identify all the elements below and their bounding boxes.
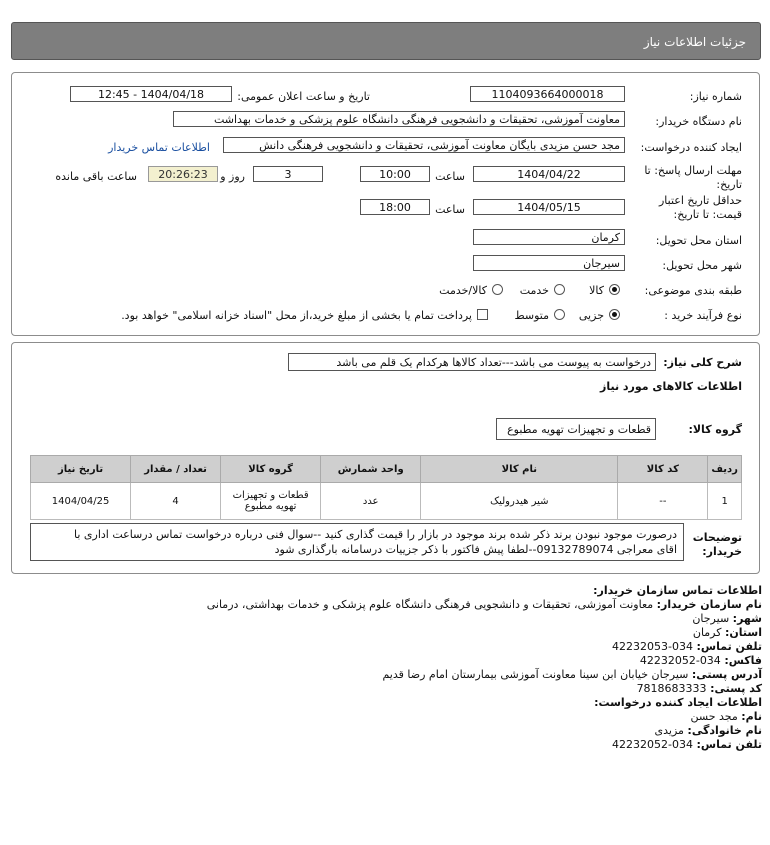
validity-date-field: 1404/05/15 (473, 199, 625, 215)
buyer-org-field: معاونت آموزشی، تحقیقات و دانشجویی فرهنگی دانشگاه علوم پزشکی و خدمات بهداشت (173, 111, 625, 127)
deadline-time-label: ساعت (435, 170, 465, 183)
deadline-date-field: 1404/04/22 (473, 166, 625, 182)
category-radio-goods-service[interactable] (492, 284, 503, 295)
contact-city: شهر: سیرجان (692, 612, 762, 625)
city-label: شهر محل تحویل: (662, 259, 742, 272)
page-title: جزئیات اطلاعات نیاز (643, 35, 746, 49)
validity-time-field: 18:00 (360, 199, 430, 215)
col-row: ردیف (708, 456, 742, 483)
description-label: شرح کلی نیاز: (663, 356, 742, 369)
contact-address: آدرس پستی: سیرجان خیابان ابن سینا معاونت آموزشی بیمارستان امام رضا قدیم (382, 668, 762, 681)
treasury-checkbox-label: پرداخت تمام یا بخشی از مبلغ خرید،از محل "اسناد خزانه اسلامی" خواهد بود. (121, 309, 472, 322)
buyer-notes-box (30, 523, 684, 561)
process-radio-medium[interactable] (554, 309, 565, 320)
buyer-notes-line2: اقای معراجی 09132789074--لطفا پیش فاکتور با ذکر جزییات درسامانه بارگذاری شود (274, 543, 677, 556)
deadline-label-1: مهلت ارسال پاسخ: تا (644, 164, 742, 177)
cell-name: شیر هیدرولیک (421, 483, 618, 520)
category-label: طبقه بندی موضوعی: (644, 284, 742, 297)
process-minor-label: جزیی (578, 309, 604, 322)
province-label: استان محل تحویل: (655, 234, 742, 247)
validity-time-label: ساعت (435, 203, 465, 216)
validity-label-2: قیمت: تا تاریخ: (673, 208, 742, 221)
col-code: کد کالا (618, 456, 708, 483)
category-radio-goods[interactable] (609, 284, 620, 295)
deadline-time-field: 10:00 (360, 166, 430, 182)
deadline-days-field: 3 (253, 166, 323, 182)
need-number-label: شماره نیاز: (689, 90, 742, 103)
buyer-notes-label-1: توضیحات (692, 531, 742, 544)
requester-field: مجد حسن مزیدی بایگان معاونت آموزشی، تحقیقات و دانشجویی فرهنگی دانش (223, 137, 625, 153)
cell-group: قطعات و تجهیزات تهویه مطبوع (221, 483, 321, 520)
items-table (30, 455, 742, 520)
contact-fax: فاکس: 034-42232052 (639, 654, 762, 667)
col-need-date: تاریخ نیاز (31, 456, 131, 483)
col-group: گروه کالا (221, 456, 321, 483)
contact-province: استان: کرمان (692, 626, 762, 639)
category-radio-service[interactable] (554, 284, 565, 295)
remaining-time-label: ساعت باقی مانده (55, 170, 137, 183)
col-name: نام کالا (421, 456, 618, 483)
cell-quantity: 4 (131, 483, 221, 520)
col-quantity: تعداد / مقدار (131, 456, 221, 483)
category-service-label: خدمت (519, 284, 549, 297)
requester-label: ایجاد کننده درخواست: (640, 141, 742, 154)
deadline-days-label: روز و (220, 170, 245, 183)
need-number-field: 1104093664000018 (470, 86, 625, 102)
buyer-contact-link[interactable]: اطلاعات تماس خریدار (108, 141, 210, 154)
deadline-label-2: تاریخ: (716, 178, 742, 191)
validity-label-1: حداقل تاریخ اعتبار (658, 194, 742, 207)
items-table-header (31, 456, 742, 483)
page-header (11, 22, 761, 60)
requester-first-name: نام: مجد حسن (690, 710, 762, 723)
cell-row: 1 (708, 483, 742, 520)
requester-info-title: اطلاعات ایجاد کننده درخواست: (594, 696, 762, 709)
contact-title: اطلاعات تماس سازمان خریدار: (593, 584, 762, 597)
announce-datetime-field: 1404/04/18 - 12:45 (70, 86, 232, 102)
description-field: درخواست به پیوست می باشد---تعداد کالاها هرکدام یک قلم می باشد (288, 353, 656, 371)
requester-phone: تلفن تماس: 034-42232052 (612, 738, 762, 751)
process-label: نوع فرآیند خرید : (664, 309, 742, 322)
category-goods-service-label: کالا/خدمت (439, 284, 487, 297)
goods-info-title: اطلاعات کالاهای مورد نیاز (600, 380, 742, 393)
treasury-checkbox[interactable] (477, 309, 488, 320)
process-medium-label: متوسط (514, 309, 549, 322)
buyer-org-label: نام دستگاه خریدار: (655, 115, 742, 128)
city-field: سیرجان (473, 255, 625, 271)
goods-group-field: قطعات و تجهیزات تهویه مطبوع (496, 418, 656, 440)
contact-phone: تلفن تماس: 034-42232053 (612, 640, 762, 653)
cell-code: -- (618, 483, 708, 520)
buyer-notes-label-2: خریدار: (702, 545, 742, 558)
contact-org: نام سازمان خریدار: معاونت آموزشی، تحقیقات و دانشجویی فرهنگی دانشگاه علوم پزشکی و خدمات بهداشتی، درمانی (206, 598, 762, 611)
col-unit: واحد شمارش (321, 456, 421, 483)
process-radio-minor[interactable] (609, 309, 620, 320)
province-field: کرمان (473, 229, 625, 245)
announce-datetime-label: تاریخ و ساعت اعلان عمومی: (237, 90, 370, 103)
goods-group-label: گروه کالا: (688, 423, 742, 436)
cell-need-date: 1404/04/25 (31, 483, 131, 520)
requester-last-name: نام خانوادگی: مزیدی (654, 724, 762, 737)
remaining-time-field: 20:26:23 (148, 166, 218, 182)
contact-postal-code: کد پستی: 7818683333 (636, 682, 762, 695)
table-row (31, 483, 742, 520)
buyer-notes-line1: درصورت موجود نبودن برند ذکر شده برند موجود در بازار را قیمت گذاری کنید --سوال فنی درباره درخواست تماس درساعت اداری با (73, 528, 677, 541)
category-goods-label: کالا (589, 284, 604, 297)
cell-unit: عدد (321, 483, 421, 520)
